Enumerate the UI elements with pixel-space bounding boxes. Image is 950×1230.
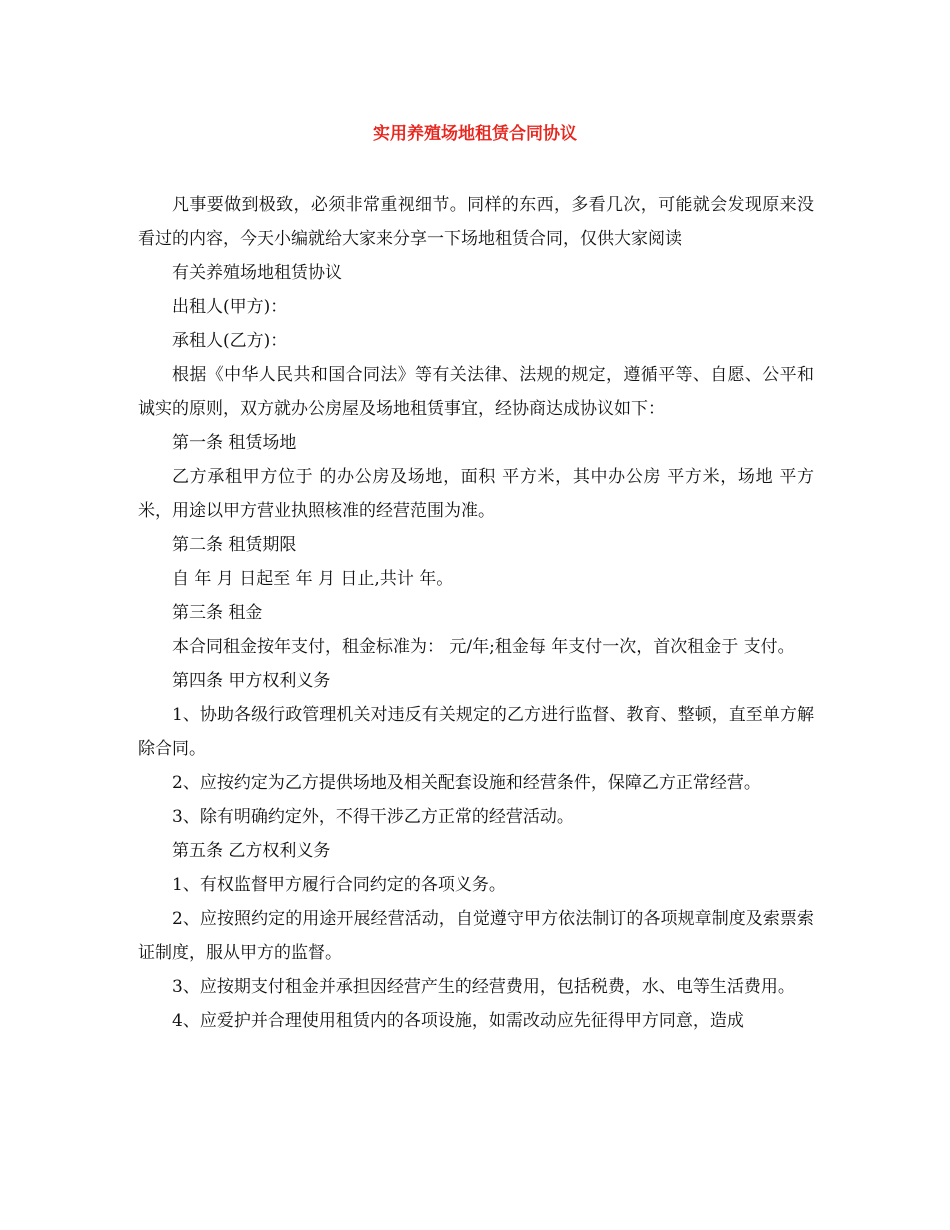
article-5-item-2: 2、应按照约定的用途开展经营活动，自觉遵守甲方依法制订的各项规章制度及索票索证制度，服从甲方的监督。 — [138, 909, 814, 963]
lessor-line: 出租人(甲方)： — [172, 297, 288, 317]
lessee-line: 承租人(乙方)： — [172, 331, 288, 351]
article-2-heading: 第二条 租赁期限 — [172, 535, 297, 555]
document-body — [138, 188, 814, 1038]
article-4-item-1: 1、协助各级行政管理机关对违反有关规定的乙方进行监督、教育、整顿，直至单方解除合同。 — [138, 705, 814, 759]
article-5-item-1: 1、有权监督甲方履行合同约定的各项义务。 — [172, 875, 506, 895]
article-3-heading: 第三条 租金 — [172, 603, 263, 623]
article-4-item-3: 3、除有明确约定外，不得干涉乙方正常的经营活动。 — [172, 807, 574, 827]
article-5-heading: 第五条 乙方权利义务 — [172, 841, 331, 861]
agreement-heading: 有关养殖场地租赁协议 — [172, 263, 342, 283]
document-title: 实用养殖场地租赁合同协议 — [373, 124, 577, 144]
article-5-item-3: 3、应按期支付租金并承担因经营产生的经营费用，包括税费，水、电等生活费用。 — [172, 977, 795, 997]
article-3-text: 本合同租金按年支付，租金标准为： 元/年;租金每 年支付一次，首次租金于 支付。 — [172, 637, 795, 657]
article-1-heading: 第一条 租赁场地 — [172, 433, 297, 453]
intro-paragraph: 凡事要做到极致，必须非常重视细节。同样的东西，多看几次，可能就会发现原来没看过的内容，今天小编就给大家来分享一下场地租赁合同，仅供大家阅读 — [138, 195, 814, 249]
article-2-text: 自 年 月 日起至 年 月 日止,共计 年。 — [172, 569, 454, 589]
preamble-paragraph: 根据《中华人民共和国合同法》等有关法律、法规的规定，遵循平等、自愿、公平和诚实的原则，双方就办公房屋及场地租赁事宜，经协商达成协议如下： — [138, 365, 814, 419]
article-5-item-4: 4、应爱护并合理使用租赁内的各项设施，如需改动应先征得甲方同意，造成 — [172, 1011, 744, 1031]
article-1-text: 乙方承租甲方位于 的办公房及场地，面积 平方米，其中办公房 平方米，场地 平方米，用途以甲方营业执照核准的经营范围为准。 — [138, 467, 814, 521]
article-4-heading: 第四条 甲方权利义务 — [172, 671, 331, 691]
article-4-item-2: 2、应按约定为乙方提供场地及相关配套设施和经营条件，保障乙方正常经营。 — [172, 773, 761, 793]
